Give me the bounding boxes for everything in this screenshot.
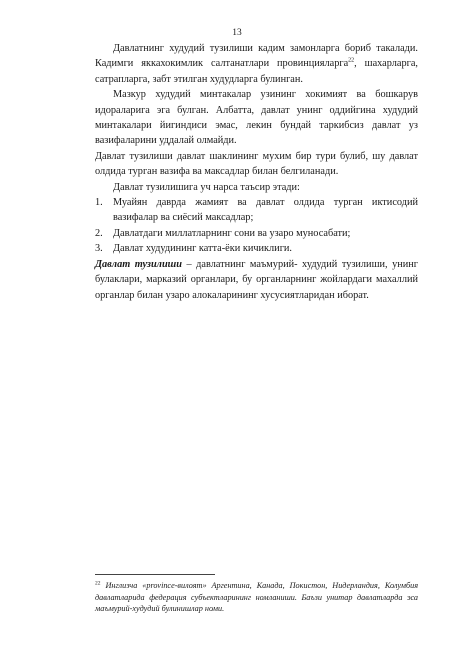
paragraph-5-text: – давлатнинг маъмурий- худудий тузилиши, унинг булаклари, марказий органлари, бу органларнинг жойлардаги махаллий органлар билан узаро алокаларининг хусусиятларидан иборат.: [95, 258, 419, 301]
footnote-mark: 22: [95, 580, 101, 587]
list-item-text: Муайян даврда жамият ва давлат олдида турган иктисодий вазифалар ва сиёсий максадлар;: [113, 197, 418, 224]
page-number: 13: [232, 28, 242, 38]
defined-term: Давлат тузилиши: [95, 258, 182, 270]
paragraph-1-text-end: , шахарларга, сатрапларга, забт этилган худудларга булинган.: [95, 58, 418, 85]
body-text: [95, 41, 418, 303]
list-item-number: 2.: [95, 227, 103, 239]
list-item-number: 3.: [95, 243, 103, 255]
influence-list: [95, 195, 418, 257]
paragraph-5: [95, 257, 418, 303]
footnote-divider: [95, 574, 215, 575]
paragraph-1-text: Давлатнинг худудий тузилиши кадим замонларга бориб такалади. Кадимги яккахокимлик салтанатлари провинцияларга: [95, 43, 418, 70]
list-item: [95, 226, 418, 241]
list-item: [95, 241, 418, 256]
paragraph-1: [95, 41, 418, 87]
list-item-text: Давлат худудининг катта-ёки кичиклиги.: [113, 243, 293, 255]
paragraph-4: Давлат тузилишига уч нарса таъсир этади:: [113, 181, 300, 193]
footnote: [95, 580, 418, 615]
list-item-number: 1.: [95, 197, 103, 209]
list-item: [95, 195, 418, 226]
footnote-text: Инглизча «province-вилоят» Аргентина, Канада, Покистон, Нидерландия, Колумбия давлатларида федерация субъектларининг номланиши. Баъзи унитар давлатларда эса маъмурий-худудий булинишлар номи.: [95, 581, 418, 614]
paragraph-3: Давлат тузилиши давлат шаклининг мухим бир тури булиб, шу давлат олдида турган вазифа ва максадлар билан белгиланади.: [95, 150, 418, 178]
paragraph-2: Мазкур худудий минтакалар узининг хокимият ва бошкарув идораларига эга булган. Албатта, давлат унинг оддийгина худудий минтакалари йигиндиси эмас, лекин бундай таркибсиз давлат уз вазифаларини уддалай олмайди.: [95, 89, 418, 147]
list-item-text: Давлатдаги миллатларнинг сони ва узаро муносабати;: [113, 227, 351, 239]
footnote-reference[interactable]: 22: [348, 57, 355, 64]
